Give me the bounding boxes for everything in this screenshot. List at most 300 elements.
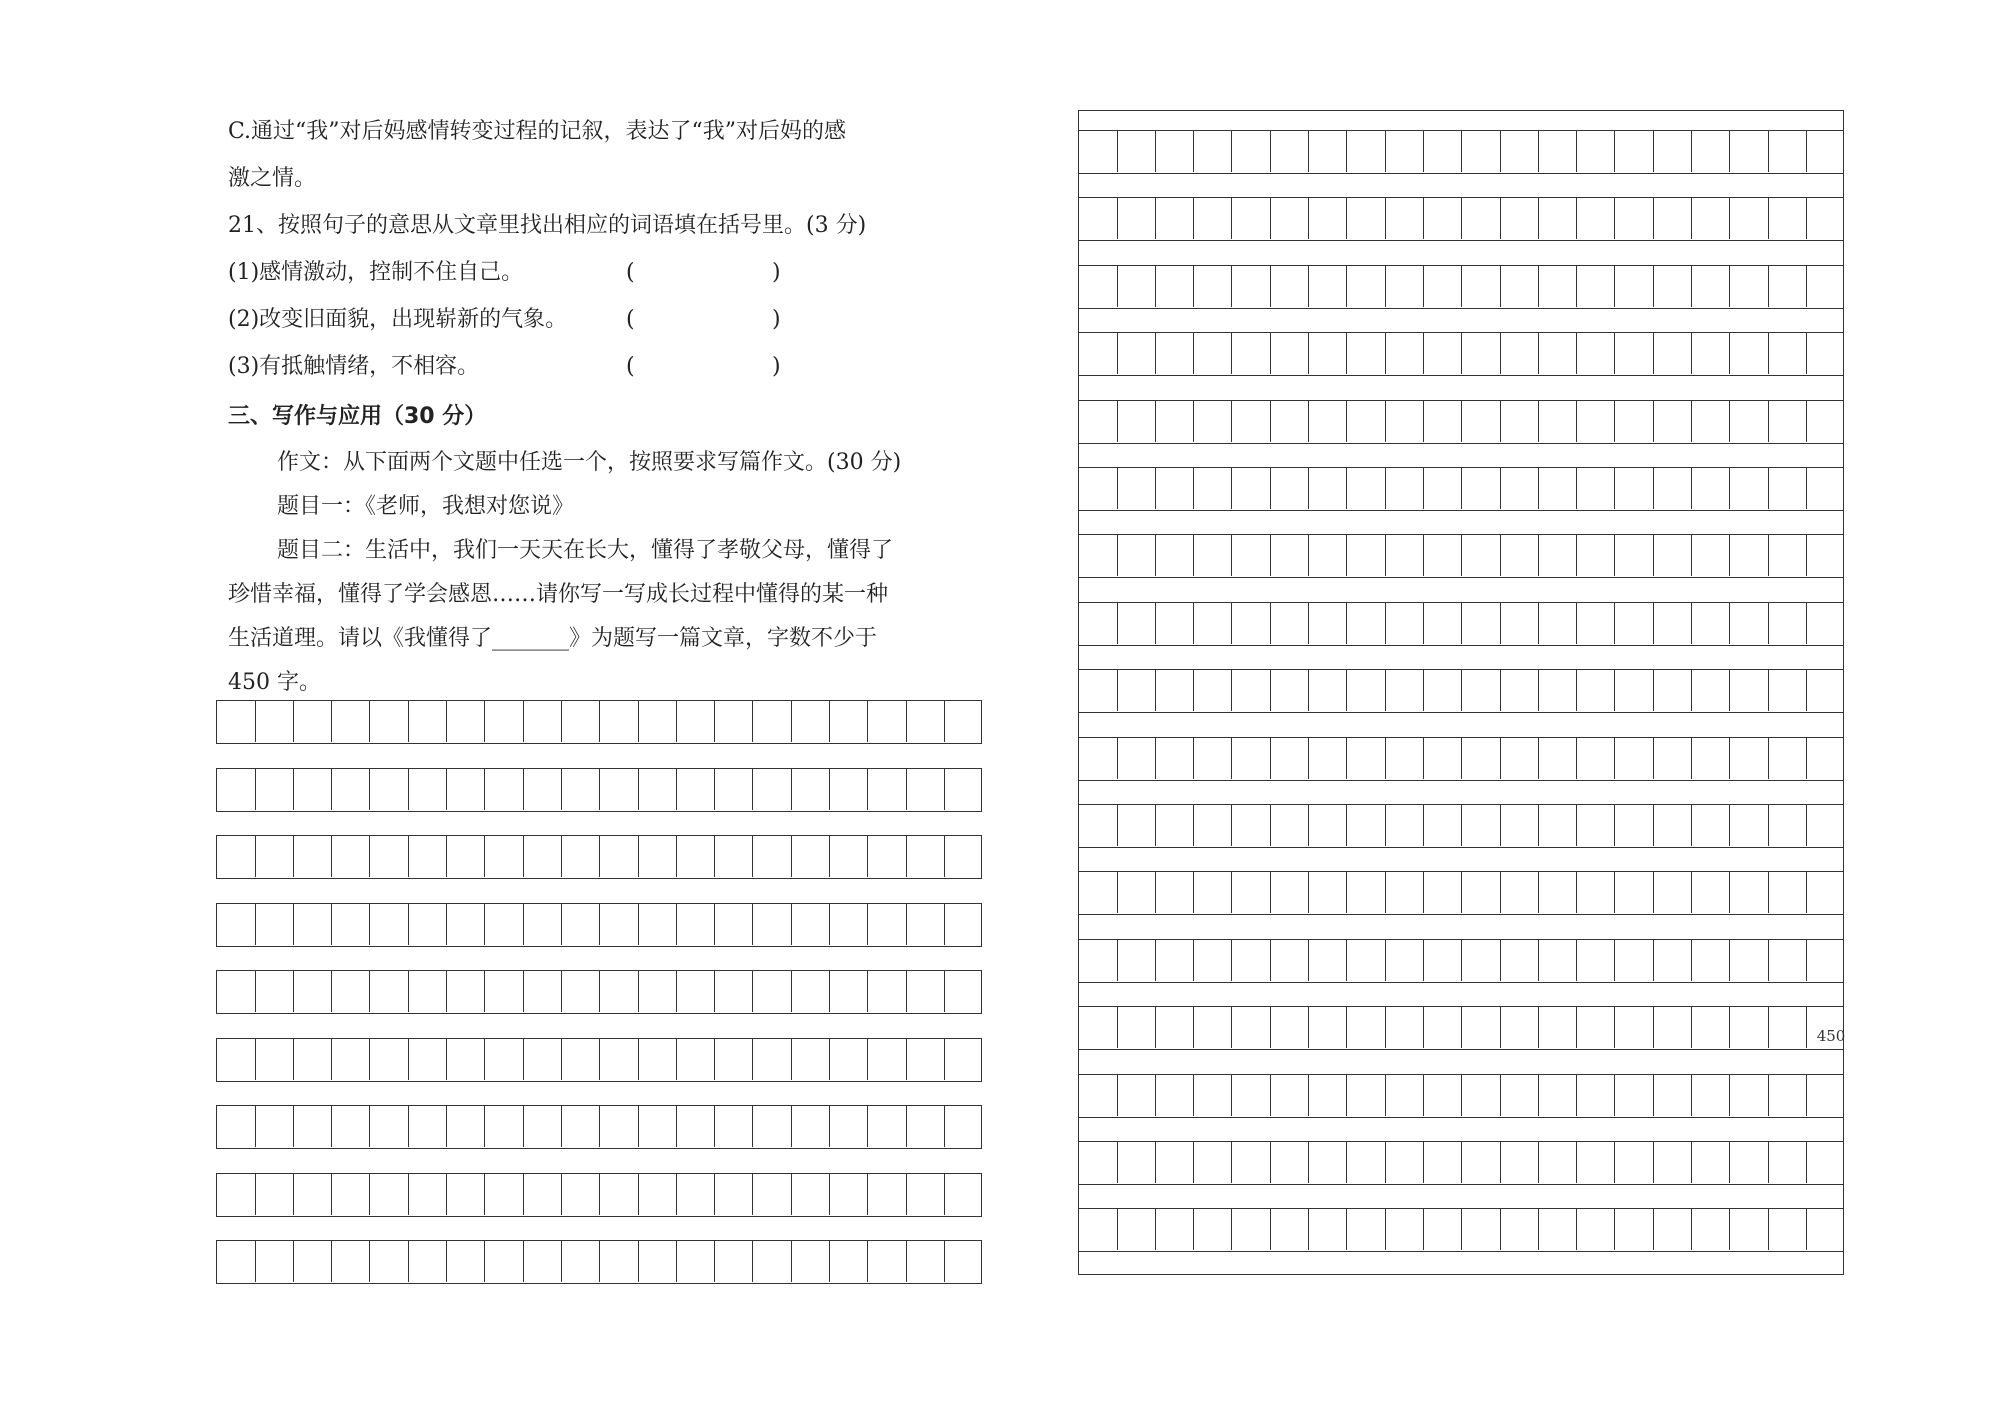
grid-cell-divider bbox=[1193, 401, 1194, 442]
grid-cell-divider bbox=[1155, 131, 1156, 172]
grid-cell-divider bbox=[408, 904, 409, 945]
grid-cell-divider bbox=[1729, 266, 1730, 307]
grid-cell-divider bbox=[714, 836, 715, 877]
grid-cell-divider bbox=[599, 701, 600, 742]
grid-row bbox=[1078, 1208, 1844, 1252]
grid-cell-divider bbox=[408, 836, 409, 877]
grid-cell-divider bbox=[1423, 333, 1424, 374]
grid-cell-divider bbox=[791, 904, 792, 945]
grid-cell-divider bbox=[1346, 198, 1347, 239]
grid-row bbox=[1078, 737, 1844, 781]
grid-cell-divider bbox=[369, 1039, 370, 1080]
grid-cell-divider bbox=[1691, 805, 1692, 846]
grid-cell-divider bbox=[1461, 1007, 1462, 1048]
grid-cell-divider bbox=[1270, 1142, 1271, 1183]
grid-cell-divider bbox=[369, 769, 370, 810]
grid-cell-divider bbox=[331, 769, 332, 810]
grid-cell-divider bbox=[1500, 131, 1501, 172]
grid-cell-divider bbox=[829, 1241, 830, 1282]
grid-cell-divider bbox=[638, 1174, 639, 1215]
grid-cell-divider bbox=[408, 769, 409, 810]
grid-cell-divider bbox=[829, 701, 830, 742]
grid-cell-divider bbox=[1385, 1007, 1386, 1048]
essay-topic-2-line3: 生活道理。请以《我懂得了_______》为题写一篇文章，字数不少于 bbox=[228, 626, 878, 651]
grid-cell-divider bbox=[1691, 1209, 1692, 1250]
grid-cell-divider bbox=[1231, 266, 1232, 307]
grid-cell-divider bbox=[1385, 468, 1386, 509]
grid-cell-divider bbox=[1423, 872, 1424, 913]
grid-cell-divider bbox=[446, 1106, 447, 1147]
grid-cell-divider bbox=[1538, 401, 1539, 442]
grid-cell-divider bbox=[369, 1106, 370, 1147]
grid-cell-divider bbox=[1346, 401, 1347, 442]
grid-cell-divider bbox=[1231, 535, 1232, 576]
grid-cell-divider bbox=[408, 1241, 409, 1282]
grid-cell-divider bbox=[1653, 266, 1654, 307]
grid-cell-divider bbox=[1653, 940, 1654, 981]
grid-cell-divider bbox=[1117, 1075, 1118, 1116]
grid-cell-divider bbox=[1193, 468, 1194, 509]
grid-cell-divider bbox=[1768, 1075, 1769, 1116]
grid-row bbox=[1078, 804, 1844, 848]
grid-cell-divider bbox=[714, 971, 715, 1012]
grid-cell-divider bbox=[829, 1039, 830, 1080]
grid-cell-divider bbox=[1729, 198, 1730, 239]
grid-cell-divider bbox=[1423, 805, 1424, 846]
grid-cell-divider bbox=[1729, 805, 1730, 846]
grid-cell-divider bbox=[1423, 1007, 1424, 1048]
grid-cell-divider bbox=[1538, 1007, 1539, 1048]
grid-cell-divider bbox=[1270, 872, 1271, 913]
grid-cell-divider bbox=[906, 971, 907, 1012]
grid-row bbox=[216, 1038, 982, 1082]
grid-cell-divider bbox=[1423, 401, 1424, 442]
grid-cell-divider bbox=[1193, 940, 1194, 981]
grid-cell-divider bbox=[1423, 1075, 1424, 1116]
grid-cell-divider bbox=[1806, 266, 1807, 307]
grid-cell-divider bbox=[1270, 1007, 1271, 1048]
grid-cell-divider bbox=[1155, 1007, 1156, 1048]
grid-cell-divider bbox=[1614, 940, 1615, 981]
essay-intro: 作文：从下面两个文题中任选一个，按照要求写篇作文。(30 分) bbox=[277, 450, 902, 475]
grid-cell-divider bbox=[1614, 468, 1615, 509]
grid-cell-divider bbox=[561, 769, 562, 810]
grid-cell-divider bbox=[1117, 198, 1118, 239]
grid-cell-divider bbox=[1653, 333, 1654, 374]
grid-cell-divider bbox=[1653, 198, 1654, 239]
grid-cell-divider bbox=[1538, 198, 1539, 239]
grid-cell-divider bbox=[1691, 670, 1692, 711]
grid-cell-divider bbox=[1538, 468, 1539, 509]
grid-cell-divider bbox=[1461, 1209, 1462, 1250]
grid-cell-divider bbox=[1729, 738, 1730, 779]
grid-cell-divider bbox=[1346, 738, 1347, 779]
grid-cell-divider bbox=[408, 701, 409, 742]
grid-cell-divider bbox=[906, 1174, 907, 1215]
grid-cell-divider bbox=[1538, 738, 1539, 779]
grid-cell-divider bbox=[1614, 266, 1615, 307]
grid-cell-divider bbox=[1308, 198, 1309, 239]
grid-cell-divider bbox=[638, 904, 639, 945]
grid-cell-divider bbox=[638, 1039, 639, 1080]
grid-row bbox=[1078, 265, 1844, 309]
grid-cell-divider bbox=[1768, 1209, 1769, 1250]
grid-cell-divider bbox=[1729, 1075, 1730, 1116]
grid-cell-divider bbox=[1768, 1142, 1769, 1183]
grid-cell-divider bbox=[1270, 670, 1271, 711]
grid-cell-divider bbox=[331, 1174, 332, 1215]
grid-cell-divider bbox=[599, 1241, 600, 1282]
grid-cell-divider bbox=[1231, 603, 1232, 644]
grid-cell-divider bbox=[1691, 1007, 1692, 1048]
grid-cell-divider bbox=[1308, 401, 1309, 442]
grid-cell-divider bbox=[1155, 872, 1156, 913]
grid-cell-divider bbox=[1576, 805, 1577, 846]
grid-cell-divider bbox=[1691, 1142, 1692, 1183]
grid-cell-divider bbox=[1461, 805, 1462, 846]
grid-cell-divider bbox=[1346, 670, 1347, 711]
grid-cell-divider bbox=[446, 1039, 447, 1080]
grid-cell-divider bbox=[638, 701, 639, 742]
grid-cell-divider bbox=[1231, 401, 1232, 442]
grid-cell-divider bbox=[676, 1174, 677, 1215]
grid-cell-divider bbox=[1193, 872, 1194, 913]
grid-cell-divider bbox=[1500, 401, 1501, 442]
grid-cell-divider bbox=[561, 701, 562, 742]
grid-row bbox=[1078, 130, 1844, 174]
grid-cell-divider bbox=[1385, 401, 1386, 442]
grid-cell-divider bbox=[1538, 603, 1539, 644]
grid-cell-divider bbox=[906, 769, 907, 810]
grid-cell-divider bbox=[331, 904, 332, 945]
grid-cell-divider bbox=[1117, 535, 1118, 576]
grid-cell-divider bbox=[293, 1039, 294, 1080]
grid-cell-divider bbox=[484, 1106, 485, 1147]
grid-cell-divider bbox=[867, 1241, 868, 1282]
grid-cell-divider bbox=[1231, 738, 1232, 779]
grid-cell-divider bbox=[484, 971, 485, 1012]
option-c-line2: 激之情。 bbox=[228, 166, 317, 191]
grid-cell-divider bbox=[408, 971, 409, 1012]
grid-cell-divider bbox=[293, 971, 294, 1012]
grid-cell-divider bbox=[1346, 333, 1347, 374]
grid-cell-divider bbox=[446, 971, 447, 1012]
grid-cell-divider bbox=[676, 904, 677, 945]
grid-cell-divider bbox=[1423, 940, 1424, 981]
grid-cell-divider bbox=[484, 836, 485, 877]
grid-cell-divider bbox=[1538, 940, 1539, 981]
grid-cell-divider bbox=[1614, 535, 1615, 576]
grid-cell-divider bbox=[829, 1106, 830, 1147]
grid-cell-divider bbox=[1614, 333, 1615, 374]
grid-cell-divider bbox=[906, 1039, 907, 1080]
grid-cell-divider bbox=[446, 904, 447, 945]
grid-cell-divider bbox=[1231, 1142, 1232, 1183]
grid-cell-divider bbox=[1308, 805, 1309, 846]
grid-cell-divider bbox=[255, 836, 256, 877]
grid-cell-divider bbox=[1806, 1075, 1807, 1116]
grid-cell-divider bbox=[599, 1106, 600, 1147]
grid-cell-divider bbox=[523, 1039, 524, 1080]
grid-cell-divider bbox=[1500, 670, 1501, 711]
grid-cell-divider bbox=[446, 701, 447, 742]
grid-cell-divider bbox=[1461, 401, 1462, 442]
grid-cell-divider bbox=[1538, 1075, 1539, 1116]
option-c-line1: C.通过“我”对后妈感情转变过程的记叙，表达了“我”对后妈的感 bbox=[228, 119, 847, 144]
grid-cell-divider bbox=[523, 904, 524, 945]
grid-cell-divider bbox=[638, 769, 639, 810]
grid-cell-divider bbox=[561, 1039, 562, 1080]
grid-cell-divider bbox=[1614, 1007, 1615, 1048]
grid-cell-divider bbox=[1576, 603, 1577, 644]
grid-cell-divider bbox=[906, 904, 907, 945]
grid-cell-divider bbox=[561, 1174, 562, 1215]
grid-cell-divider bbox=[1500, 333, 1501, 374]
grid-cell-divider bbox=[255, 1174, 256, 1215]
grid-cell-divider bbox=[1461, 198, 1462, 239]
grid-cell-divider bbox=[369, 971, 370, 1012]
grid-cell-divider bbox=[331, 836, 332, 877]
grid-cell-divider bbox=[1691, 940, 1692, 981]
grid-cell-divider bbox=[1576, 198, 1577, 239]
grid-cell-divider bbox=[1576, 872, 1577, 913]
grid-cell-divider bbox=[1155, 468, 1156, 509]
grid-cell-divider bbox=[752, 1106, 753, 1147]
grid-cell-divider bbox=[1385, 603, 1386, 644]
grid-cell-divider bbox=[1653, 805, 1654, 846]
grid-cell-divider bbox=[791, 1039, 792, 1080]
grid-row bbox=[1078, 1074, 1844, 1118]
grid-cell-divider bbox=[293, 701, 294, 742]
grid-cell-divider bbox=[1691, 872, 1692, 913]
grid-cell-divider bbox=[1270, 603, 1271, 644]
grid-cell-divider bbox=[1576, 333, 1577, 374]
grid-cell-divider bbox=[1576, 1209, 1577, 1250]
grid-cell-divider bbox=[1461, 1075, 1462, 1116]
grid-cell-divider bbox=[1308, 1209, 1309, 1250]
grid-cell-divider bbox=[1155, 1209, 1156, 1250]
essay-topic-2-line4: 450 字。 bbox=[228, 670, 321, 695]
grid-cell-divider bbox=[1768, 131, 1769, 172]
grid-cell-divider bbox=[676, 769, 677, 810]
grid-cell-divider bbox=[867, 769, 868, 810]
grid-cell-divider bbox=[1117, 1007, 1118, 1048]
grid-cell-divider bbox=[1270, 333, 1271, 374]
grid-cell-divider bbox=[1231, 333, 1232, 374]
grid-cell-divider bbox=[1614, 805, 1615, 846]
grid-row bbox=[1078, 1006, 1844, 1050]
grid-cell-divider bbox=[1117, 1142, 1118, 1183]
grid-cell-divider bbox=[408, 1106, 409, 1147]
grid-row bbox=[216, 700, 982, 744]
grid-cell-divider bbox=[1691, 535, 1692, 576]
grid-cell-divider bbox=[1346, 266, 1347, 307]
grid-cell-divider bbox=[1193, 198, 1194, 239]
grid-cell-divider bbox=[561, 1241, 562, 1282]
grid-cell-divider bbox=[1155, 940, 1156, 981]
grid-cell-divider bbox=[1500, 738, 1501, 779]
grid-cell-divider bbox=[714, 904, 715, 945]
grid-cell-divider bbox=[1231, 1209, 1232, 1250]
grid-cell-divider bbox=[1768, 738, 1769, 779]
grid-cell-divider bbox=[1614, 401, 1615, 442]
grid-cell-divider bbox=[1308, 872, 1309, 913]
grid-cell-divider bbox=[791, 1106, 792, 1147]
grid-cell-divider bbox=[1346, 468, 1347, 509]
grid-cell-divider bbox=[829, 904, 830, 945]
grid-cell-divider bbox=[1614, 1209, 1615, 1250]
grid-cell-divider bbox=[523, 1241, 524, 1282]
grid-cell-divider bbox=[1500, 468, 1501, 509]
grid-cell-divider bbox=[1500, 940, 1501, 981]
grid-cell-divider bbox=[1576, 401, 1577, 442]
grid-cell-divider bbox=[1653, 603, 1654, 644]
grid-cell-divider bbox=[1806, 872, 1807, 913]
grid-cell-divider bbox=[369, 836, 370, 877]
grid-cell-divider bbox=[599, 836, 600, 877]
grid-cell-divider bbox=[1691, 401, 1692, 442]
grid-cell-divider bbox=[1231, 670, 1232, 711]
grid-cell-divider bbox=[906, 836, 907, 877]
grid-cell-divider bbox=[1117, 872, 1118, 913]
grid-cell-divider bbox=[523, 701, 524, 742]
grid-cell-divider bbox=[523, 1106, 524, 1147]
grid-cell-divider bbox=[1461, 535, 1462, 576]
grid-cell-divider bbox=[1193, 1075, 1194, 1116]
grid-cell-divider bbox=[1768, 333, 1769, 374]
grid-cell-divider bbox=[1729, 1142, 1730, 1183]
grid-cell-divider bbox=[1461, 940, 1462, 981]
grid-cell-divider bbox=[1117, 805, 1118, 846]
grid-cell-divider bbox=[523, 769, 524, 810]
grid-cell-divider bbox=[638, 971, 639, 1012]
grid-cell-divider bbox=[1117, 1209, 1118, 1250]
grid-cell-divider bbox=[1806, 738, 1807, 779]
grid-cell-divider bbox=[1308, 1142, 1309, 1183]
grid-cell-divider bbox=[1576, 670, 1577, 711]
grid-cell-divider bbox=[1576, 1075, 1577, 1116]
grid-cell-divider bbox=[1461, 1142, 1462, 1183]
grid-cell-divider bbox=[1155, 1075, 1156, 1116]
grid-cell-divider bbox=[1461, 266, 1462, 307]
grid-cell-divider bbox=[1117, 266, 1118, 307]
grid-cell-divider bbox=[1385, 198, 1386, 239]
grid-cell-divider bbox=[714, 1174, 715, 1215]
grid-cell-divider bbox=[1768, 872, 1769, 913]
grid-cell-divider bbox=[1653, 872, 1654, 913]
grid-cell-divider bbox=[1270, 468, 1271, 509]
grid-cell-divider bbox=[1500, 805, 1501, 846]
grid-cell-divider bbox=[523, 1174, 524, 1215]
grid-cell-divider bbox=[1385, 1075, 1386, 1116]
grid-cell-divider bbox=[1117, 603, 1118, 644]
grid-cell-divider bbox=[1691, 603, 1692, 644]
grid-row bbox=[1078, 534, 1844, 578]
grid-cell-divider bbox=[255, 1241, 256, 1282]
grid-cell-divider bbox=[1117, 738, 1118, 779]
grid-cell-divider bbox=[791, 1174, 792, 1215]
grid-cell-divider bbox=[944, 836, 945, 877]
grid-cell-divider bbox=[1346, 940, 1347, 981]
essay-grid-left bbox=[216, 700, 982, 1284]
essay-topic-2-line1: 题目二：生活中，我们一天天在长大，懂得了孝敬父母，懂得了 bbox=[277, 538, 894, 563]
grid-cell-divider bbox=[1461, 738, 1462, 779]
grid-cell-divider bbox=[369, 1241, 370, 1282]
grid-cell-divider bbox=[1270, 198, 1271, 239]
grid-cell-divider bbox=[752, 1039, 753, 1080]
grid-cell-divider bbox=[791, 769, 792, 810]
grid-cell-divider bbox=[1423, 535, 1424, 576]
grid-cell-divider bbox=[1729, 940, 1730, 981]
grid-cell-divider bbox=[1729, 872, 1730, 913]
grid-cell-divider bbox=[1155, 401, 1156, 442]
grid-cell-divider bbox=[1653, 1075, 1654, 1116]
grid-cell-divider bbox=[1538, 872, 1539, 913]
grid-cell-divider bbox=[484, 769, 485, 810]
grid-cell-divider bbox=[1423, 1209, 1424, 1250]
grid-cell-divider bbox=[1193, 535, 1194, 576]
grid-cell-divider bbox=[1193, 738, 1194, 779]
grid-cell-divider bbox=[1270, 1075, 1271, 1116]
grid-cell-divider bbox=[1423, 1142, 1424, 1183]
word-count-marker: 450 bbox=[1816, 1027, 1846, 1046]
grid-cell-divider bbox=[1385, 872, 1386, 913]
grid-cell-divider bbox=[1691, 333, 1692, 374]
grid-cell-divider bbox=[561, 1106, 562, 1147]
grid-row bbox=[1078, 939, 1844, 983]
grid-cell-divider bbox=[1385, 940, 1386, 981]
grid-cell-divider bbox=[561, 904, 562, 945]
grid-cell-divider bbox=[867, 1106, 868, 1147]
grid-cell-divider bbox=[1385, 333, 1386, 374]
q21-item-2: (2)改变旧面貌，出现崭新的气象。 bbox=[228, 307, 568, 332]
grid-cell-divider bbox=[331, 701, 332, 742]
grid-cell-divider bbox=[1231, 1075, 1232, 1116]
grid-row bbox=[216, 768, 982, 812]
grid-cell-divider bbox=[293, 1174, 294, 1215]
grid-cell-divider bbox=[676, 1039, 677, 1080]
grid-cell-divider bbox=[944, 701, 945, 742]
grid-row bbox=[216, 1173, 982, 1217]
grid-cell-divider bbox=[1193, 1142, 1194, 1183]
essay-grid-right bbox=[1078, 110, 1844, 1275]
grid-cell-divider bbox=[1768, 940, 1769, 981]
grid-cell-divider bbox=[1768, 535, 1769, 576]
grid-cell-divider bbox=[1117, 468, 1118, 509]
grid-row bbox=[216, 1105, 982, 1149]
grid-cell-divider bbox=[1231, 131, 1232, 172]
grid-cell-divider bbox=[1538, 333, 1539, 374]
grid-cell-divider bbox=[714, 701, 715, 742]
grid-cell-divider bbox=[1538, 805, 1539, 846]
grid-cell-divider bbox=[408, 1174, 409, 1215]
grid-cell-divider bbox=[255, 769, 256, 810]
grid-cell-divider bbox=[944, 769, 945, 810]
grid-cell-divider bbox=[523, 836, 524, 877]
grid-cell-divider bbox=[1691, 131, 1692, 172]
grid-cell-divider bbox=[1346, 872, 1347, 913]
grid-cell-divider bbox=[1691, 468, 1692, 509]
grid-row bbox=[216, 970, 982, 1014]
grid-cell-divider bbox=[867, 1174, 868, 1215]
grid-cell-divider bbox=[829, 836, 830, 877]
grid-cell-divider bbox=[676, 836, 677, 877]
grid-cell-divider bbox=[1614, 1142, 1615, 1183]
grid-cell-divider bbox=[1806, 333, 1807, 374]
grid-cell-divider bbox=[791, 1241, 792, 1282]
grid-cell-divider bbox=[1193, 805, 1194, 846]
grid-cell-divider bbox=[1729, 1007, 1730, 1048]
